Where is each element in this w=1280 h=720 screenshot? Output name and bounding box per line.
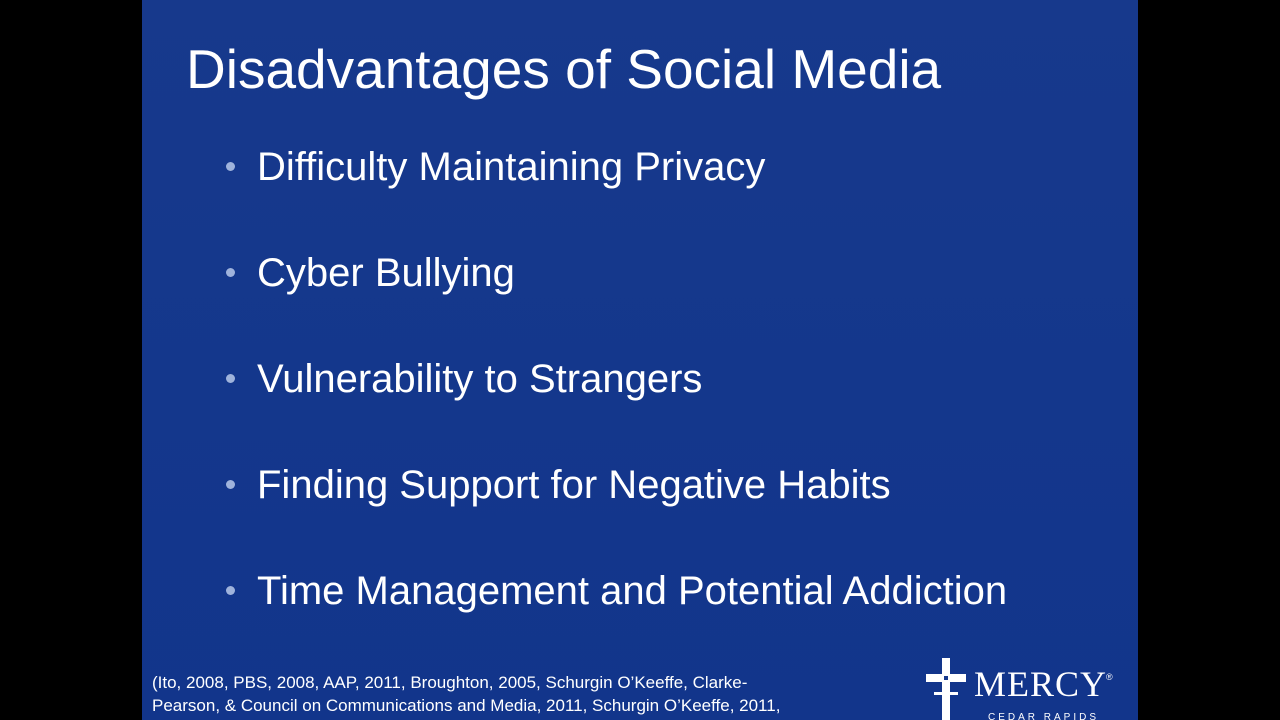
bullet-item [226, 458, 1007, 564]
citation-line: Pearson, & Council on Communications and Media, 2011, Schurgin O’Keeffe, 2011, [152, 696, 781, 715]
bullet-dot-icon [226, 268, 235, 277]
logo-wordmark: MERCY [974, 664, 1108, 704]
bullet-dot-icon [226, 162, 235, 171]
bullet-text: Difficulty Maintaining Privacy [257, 145, 766, 189]
bullet-dot-icon [226, 586, 235, 595]
bullet-text: Cyber Bullying [257, 251, 515, 295]
bullet-dot-icon [226, 480, 235, 489]
citation-text [152, 671, 892, 717]
bullet-item [226, 352, 1007, 458]
bullet-text: Vulnerability to Strangers [257, 357, 703, 401]
logo-subtitle: CEDAR RAPIDS [988, 712, 1100, 720]
bullet-dot-icon [226, 374, 235, 383]
bullet-text: Finding Support for Negative Habits [257, 463, 891, 507]
bullet-item [226, 564, 1007, 670]
bullet-item [226, 140, 1007, 246]
registered-mark: ® [1106, 672, 1113, 682]
presentation-slide [142, 0, 1138, 720]
bullet-text: Time Management and Potential Addiction [257, 569, 1008, 613]
citation-line: (Ito, 2008, PBS, 2008, AAP, 2011, Broughton, 2005, Schurgin O’Keeffe, Clarke- [152, 673, 748, 692]
bullet-item [226, 246, 1007, 352]
mercy-logo [918, 652, 1128, 720]
slide-title: Disadvantages of Social Media [186, 38, 942, 100]
bullet-list [226, 140, 1007, 670]
cross-icon [922, 656, 970, 720]
